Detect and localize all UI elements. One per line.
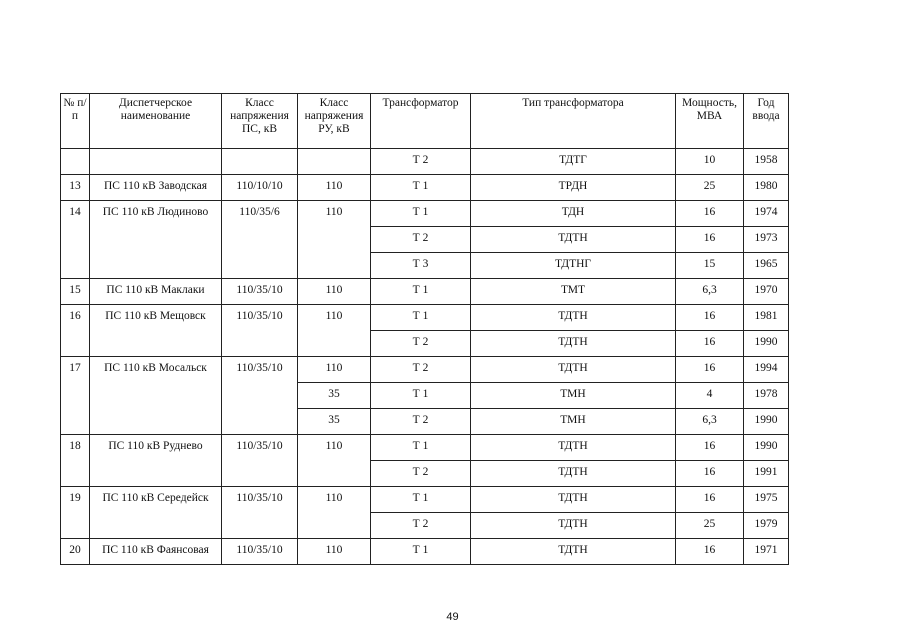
cell-year: 1980 xyxy=(744,175,789,201)
cell-name: ПС 110 кВ Мосальск xyxy=(90,357,222,435)
cell-transformer: Т 1 xyxy=(371,435,471,461)
cell-year: 1990 xyxy=(744,331,789,357)
cell-number xyxy=(61,149,90,175)
cell-transformer: Т 2 xyxy=(371,149,471,175)
cell-type: ТДТГ xyxy=(471,149,676,175)
cell-power: 16 xyxy=(676,201,744,227)
header-ps-voltage: Класс напряжения ПС, кВ xyxy=(222,94,298,149)
table-row xyxy=(61,487,789,513)
cell-power: 16 xyxy=(676,357,744,383)
cell-type: ТДТН xyxy=(471,227,676,253)
table-row xyxy=(61,279,789,305)
cell-ps-voltage: 110/35/10 xyxy=(222,279,298,305)
cell-type: ТДТН xyxy=(471,513,676,539)
cell-ps-voltage: 110/35/10 xyxy=(222,539,298,565)
cell-ru-voltage: 110 xyxy=(298,357,371,383)
cell-power: 16 xyxy=(676,435,744,461)
cell-power: 16 xyxy=(676,305,744,331)
cell-type: ТМН xyxy=(471,409,676,435)
cell-transformer: Т 1 xyxy=(371,201,471,227)
cell-ru-voltage: 35 xyxy=(298,409,371,435)
cell-power: 4 xyxy=(676,383,744,409)
cell-power: 16 xyxy=(676,227,744,253)
cell-transformer: Т 1 xyxy=(371,175,471,201)
cell-year: 1981 xyxy=(744,305,789,331)
cell-name: ПС 110 кВ Мещовск xyxy=(90,305,222,357)
cell-type: ТДТН xyxy=(471,357,676,383)
cell-ru-voltage: 110 xyxy=(298,539,371,565)
cell-name: ПС 110 кВ Середейск xyxy=(90,487,222,539)
cell-number: 18 xyxy=(61,435,90,487)
cell-type: ТДТН xyxy=(471,539,676,565)
cell-power: 6,3 xyxy=(676,279,744,305)
cell-number: 13 xyxy=(61,175,90,201)
cell-transformer: Т 3 xyxy=(371,253,471,279)
cell-name: ПС 110 кВ Фаянсовая xyxy=(90,539,222,565)
cell-ru-voltage: 110 xyxy=(298,201,371,279)
table-row xyxy=(61,539,789,565)
cell-type: ТРДН xyxy=(471,175,676,201)
cell-power: 16 xyxy=(676,461,744,487)
cell-power: 25 xyxy=(676,513,744,539)
page-number: 49 xyxy=(446,611,459,623)
cell-ps-voltage xyxy=(222,149,298,175)
header-ru-voltage: Класс напряжения РУ, кВ xyxy=(298,94,371,149)
cell-year: 1978 xyxy=(744,383,789,409)
transformer-table xyxy=(60,93,789,565)
cell-ru-voltage: 110 xyxy=(298,175,371,201)
cell-transformer: Т 1 xyxy=(371,279,471,305)
cell-number: 14 xyxy=(61,201,90,279)
cell-type: ТМН xyxy=(471,383,676,409)
cell-transformer: Т 1 xyxy=(371,487,471,513)
cell-ru-voltage: 110 xyxy=(298,305,371,357)
cell-ps-voltage: 110/35/10 xyxy=(222,435,298,487)
header-number: № п/п xyxy=(61,94,90,149)
cell-year: 1990 xyxy=(744,409,789,435)
cell-year: 1991 xyxy=(744,461,789,487)
cell-year: 1979 xyxy=(744,513,789,539)
cell-transformer: Т 2 xyxy=(371,357,471,383)
cell-number: 17 xyxy=(61,357,90,435)
header-year: Год ввода xyxy=(744,94,789,149)
header-dispatch-name: Диспетчерское наименование xyxy=(90,94,222,149)
cell-transformer: Т 1 xyxy=(371,305,471,331)
cell-name: ПС 110 кВ Руднево xyxy=(90,435,222,487)
cell-ps-voltage: 110/35/10 xyxy=(222,487,298,539)
cell-year: 1974 xyxy=(744,201,789,227)
cell-type: ТДТН xyxy=(471,331,676,357)
cell-power: 16 xyxy=(676,487,744,513)
cell-year: 1975 xyxy=(744,487,789,513)
cell-ps-voltage: 110/35/10 xyxy=(222,305,298,357)
cell-type: ТДТН xyxy=(471,487,676,513)
cell-ps-voltage: 110/35/6 xyxy=(222,201,298,279)
table-row xyxy=(61,435,789,461)
cell-number: 15 xyxy=(61,279,90,305)
cell-year: 1965 xyxy=(744,253,789,279)
cell-power: 16 xyxy=(676,539,744,565)
cell-transformer: Т 2 xyxy=(371,331,471,357)
cell-year: 1973 xyxy=(744,227,789,253)
cell-type: ТМТ xyxy=(471,279,676,305)
cell-transformer: Т 2 xyxy=(371,461,471,487)
header-transformer-type: Тип трансформатора xyxy=(471,94,676,149)
table-header-row xyxy=(61,94,789,149)
cell-type: ТДТН xyxy=(471,435,676,461)
cell-number: 16 xyxy=(61,305,90,357)
cell-number: 20 xyxy=(61,539,90,565)
cell-power: 25 xyxy=(676,175,744,201)
cell-year: 1958 xyxy=(744,149,789,175)
cell-name: ПС 110 кВ Заводская xyxy=(90,175,222,201)
cell-power: 10 xyxy=(676,149,744,175)
cell-transformer: Т 2 xyxy=(371,227,471,253)
cell-ps-voltage: 110/35/10 xyxy=(222,357,298,435)
cell-ru-voltage: 35 xyxy=(298,383,371,409)
cell-ru-voltage: 110 xyxy=(298,487,371,539)
cell-type: ТДТН xyxy=(471,461,676,487)
cell-power: 6,3 xyxy=(676,409,744,435)
cell-type: ТДТН xyxy=(471,305,676,331)
table-row xyxy=(61,357,789,383)
cell-year: 1971 xyxy=(744,539,789,565)
cell-name xyxy=(90,149,222,175)
cell-transformer: Т 2 xyxy=(371,409,471,435)
header-transformer: Трансформатор xyxy=(371,94,471,149)
cell-ru-voltage xyxy=(298,149,371,175)
table-row xyxy=(61,201,789,227)
cell-type: ТДТНГ xyxy=(471,253,676,279)
cell-transformer: Т 1 xyxy=(371,539,471,565)
header-power: Мощность, МВА xyxy=(676,94,744,149)
table-row xyxy=(61,175,789,201)
cell-year: 1970 xyxy=(744,279,789,305)
cell-ru-voltage: 110 xyxy=(298,279,371,305)
cell-year: 1990 xyxy=(744,435,789,461)
cell-power: 16 xyxy=(676,331,744,357)
cell-transformer: Т 1 xyxy=(371,383,471,409)
cell-type: ТДН xyxy=(471,201,676,227)
cell-name: ПС 110 кВ Людиново xyxy=(90,201,222,279)
cell-transformer: Т 2 xyxy=(371,513,471,539)
table-row xyxy=(61,149,789,175)
cell-ru-voltage: 110 xyxy=(298,435,371,487)
cell-power: 15 xyxy=(676,253,744,279)
table-row xyxy=(61,305,789,331)
cell-year: 1994 xyxy=(744,357,789,383)
cell-number: 19 xyxy=(61,487,90,539)
cell-name: ПС 110 кВ Маклаки xyxy=(90,279,222,305)
cell-ps-voltage: 110/10/10 xyxy=(222,175,298,201)
